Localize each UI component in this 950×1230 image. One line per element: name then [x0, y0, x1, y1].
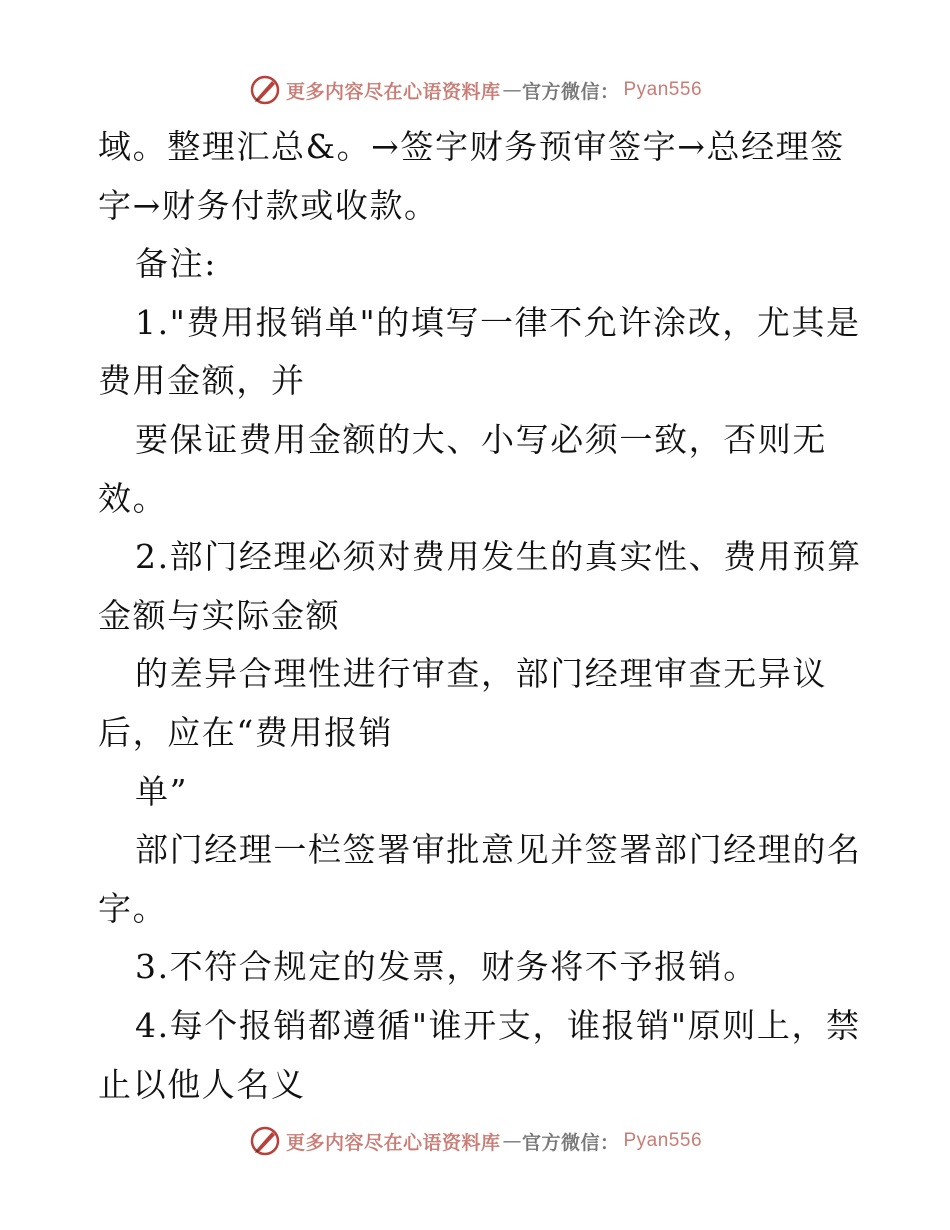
watermark-wechat-id: Pyan556 [623, 1130, 703, 1151]
watermark-brand: 更多内容尽在心语资料库 [285, 1131, 501, 1154]
watermark-wechat-id: Pyan556 [623, 79, 703, 100]
watermark-header [0, 70, 950, 110]
text-line: 字。 [98, 888, 168, 928]
text-line: 的差异合理性进行审查，部门经理审查无异议 [135, 654, 827, 694]
pen-logo-icon [248, 73, 282, 107]
document-body [98, 118, 862, 1114]
text-line: 域。整理汇总&。→签字财务预审签字→总经理签 [98, 127, 845, 166]
watermark-separator: — [502, 1130, 522, 1152]
watermark-official: 官方微信： [521, 80, 620, 103]
watermark-footer [0, 1121, 950, 1161]
text-line: 费用金额，并 [98, 361, 306, 401]
text-line: 3.不符合规定的发票，财务将不予报销。 [135, 947, 758, 987]
text-line: 字→财务付款或收款。 [98, 185, 439, 225]
text-line: 单” [135, 771, 189, 811]
watermark-official: 官方微信： [521, 1131, 620, 1154]
text-line: 效。 [98, 478, 168, 518]
text-line: 要保证费用金额的大、小写必须一致，否则无 [135, 419, 827, 459]
watermark-separator: — [502, 79, 522, 101]
text-line: 4.每个报销都遵循"谁开支，谁报销"原则上，禁 [135, 1005, 861, 1045]
text-line: 1."费用报销单"的填写一律不允许涂改，尤其是 [135, 302, 861, 342]
text-line: 止以他人名义 [98, 1064, 306, 1104]
text-line: 金额与实际金额 [98, 595, 341, 635]
text-line: 后，应在“费用报销 [98, 712, 394, 752]
pen-logo-icon [248, 1124, 282, 1158]
text-line: 备注: [135, 244, 217, 284]
watermark-brand: 更多内容尽在心语资料库 [285, 80, 501, 103]
text-line: 2.部门经理必须对费用发生的真实性、费用预算 [135, 537, 862, 577]
text-line: 部门经理一栏签署审批意见并签署部门经理的名 [135, 830, 862, 870]
